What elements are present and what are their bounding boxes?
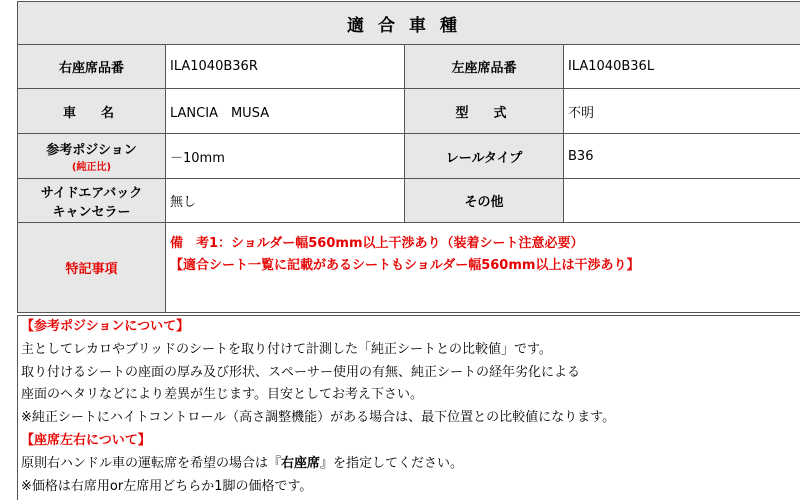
rail-type-value: B36	[564, 134, 800, 179]
notes-heading-seat-side: 【座席左右について】	[21, 432, 151, 448]
model-value: 不明	[564, 89, 800, 134]
special-notes-line1: 備 考1：ショルダー幅560mm以上干渉あり（装着シート注意必要）	[170, 236, 584, 251]
notes-emphasis: 右座席	[281, 455, 321, 471]
notes-line	[21, 453, 800, 476]
position-value: －10mm	[166, 134, 405, 179]
airbag-label-cell	[18, 179, 166, 223]
notes-heading-position: 【参考ポジションについて】	[21, 319, 190, 334]
notes-line: ※価格は右席用or左席用どちらか1脚の価格です。	[21, 478, 313, 494]
airbag-value: 無し	[166, 179, 405, 223]
table-title: 適合車種	[18, 2, 800, 45]
position-label: 参考ポジション	[46, 143, 137, 158]
right-seat-value: ILA1040B36R	[166, 45, 405, 89]
left-seat-label: 左座席品番	[405, 45, 564, 89]
model-label: 型 式	[405, 89, 564, 134]
fitment-table	[17, 1, 800, 313]
rail-type-label: レールタイプ	[405, 134, 564, 179]
notes-line: 取り付けるシートの座面の厚み及び形状、スペーサー使用の有無、純正シートの経年劣化による	[21, 364, 581, 380]
airbag-label-line2: キャンセラー	[52, 204, 131, 220]
car-name-label: 車 名	[18, 89, 166, 134]
other-value	[564, 179, 800, 223]
right-seat-label: 右座席品番	[18, 45, 166, 89]
notes-text: 原則右ハンドル車の運転席を希望の場合は『	[21, 455, 282, 471]
special-notes-value	[166, 223, 800, 313]
notes-section	[17, 315, 800, 500]
position-label-cell	[18, 134, 166, 179]
left-seat-value: ILA1040B36L	[564, 45, 800, 89]
airbag-label-line1: サイドエアバック	[40, 185, 143, 201]
special-notes-label: 特記事項	[18, 223, 166, 313]
notes-line: 座面のヘタリなどにより差異が生じます。目安としてお考え下さい。	[21, 387, 423, 403]
notes-line: ※純正シートにハイトコントロール（高さ調整機能）がある場合は、最下位置との比較値になります。	[21, 410, 616, 426]
position-sublabel: (純正比)	[71, 162, 112, 173]
other-label: その他	[405, 179, 564, 223]
notes-text: 』を指定してください。	[320, 455, 464, 471]
car-name-value: LANCIA MUSA	[166, 89, 405, 134]
special-notes-line2: 【適合シート一覧に記載があるシートもショルダー幅560mm以上は干渉あり】	[170, 258, 640, 273]
notes-line: 主としてレカロやブリッドのシートを取り付けて計測した「純正シートとの比較値」です。	[21, 341, 552, 357]
